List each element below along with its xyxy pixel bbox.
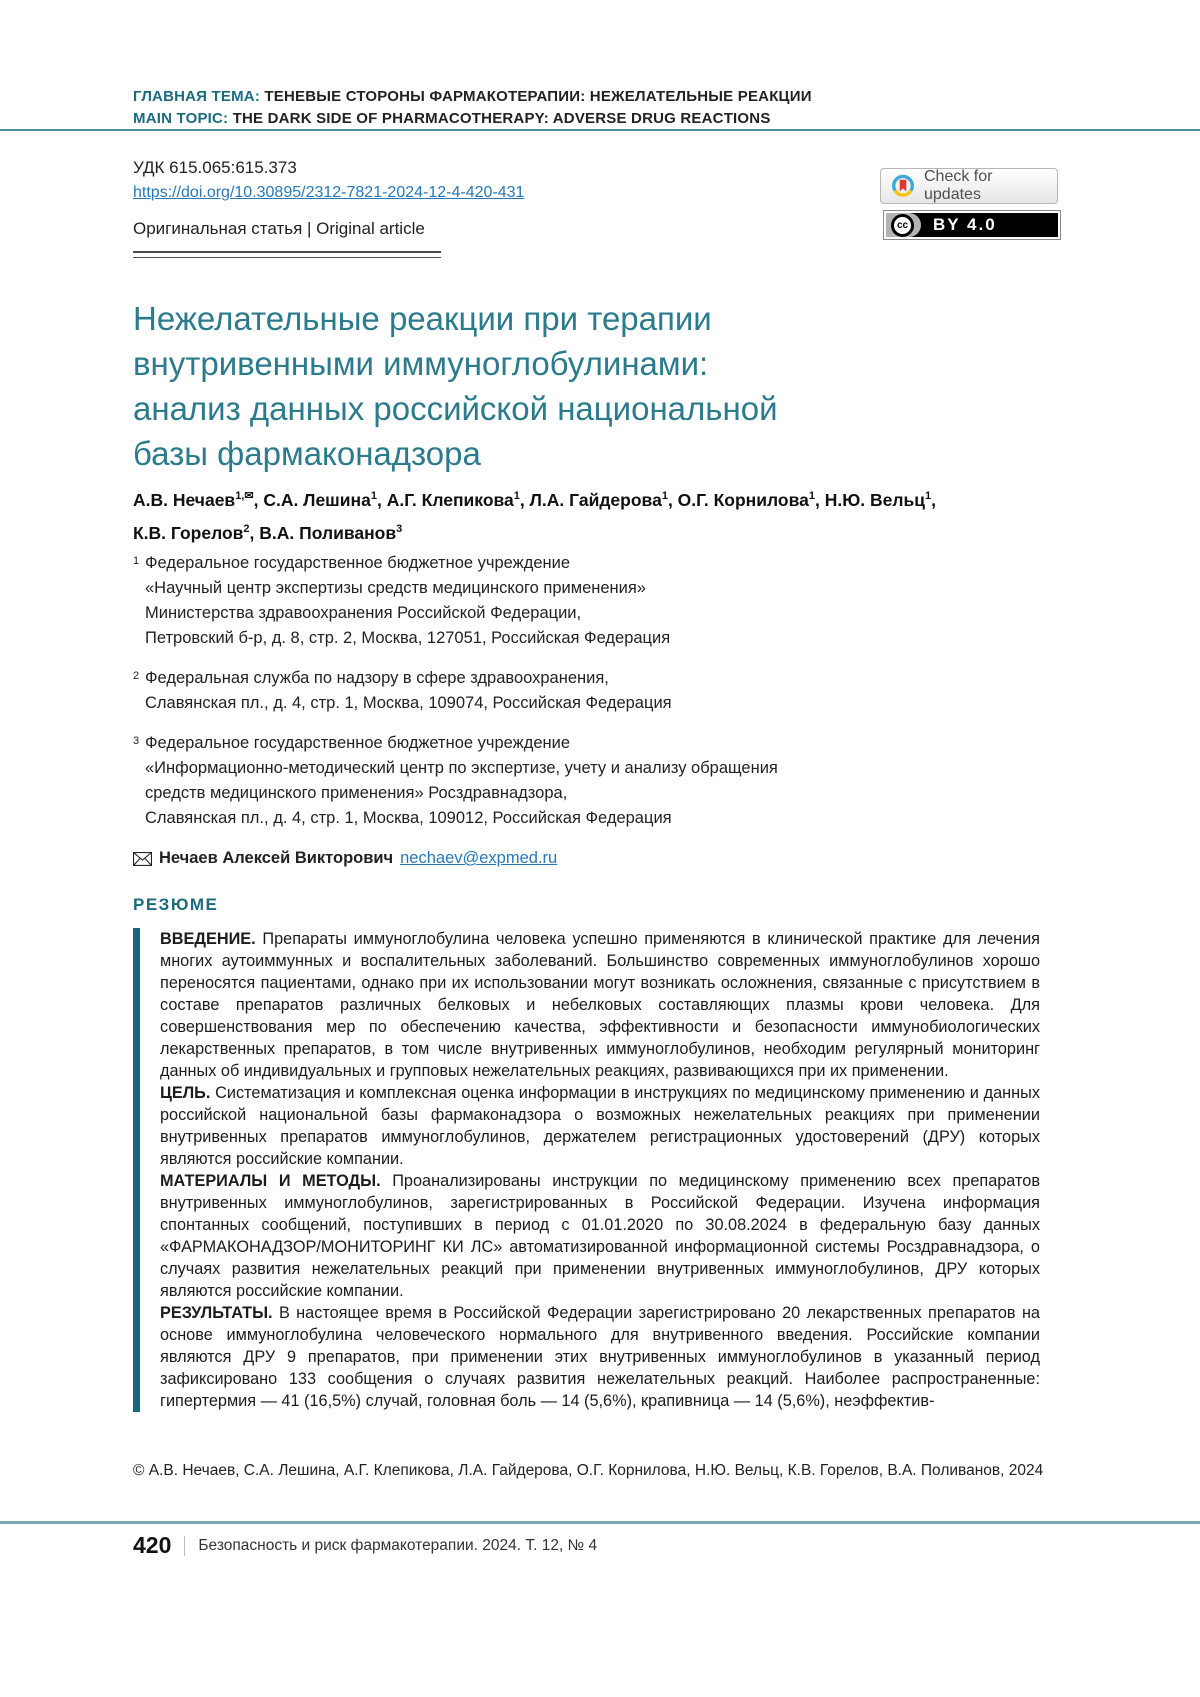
corresponding-author-email[interactable]: nechaev@expmed.ru <box>400 849 558 867</box>
footer-divider <box>0 1521 1200 1524</box>
footer-separator <box>184 1536 185 1556</box>
affiliation-1: 1 Федеральное государственное бюджетное учреждение «Научный центр экспертизы средств медицинского применения» Министерства здравоохранения Российской Федерации, Петровский б-р, д. 8, стр. 2, Москва, 127051, Российская Федерация <box>133 551 1063 651</box>
header-divider <box>0 129 1200 131</box>
authors-line-2 <box>133 515 1063 548</box>
author: С.А. Лешина$^1$, <box>263 489 387 510</box>
abstract-heading: РЕЗЮМЕ <box>133 895 219 914</box>
main-topic-ru <box>133 86 812 108</box>
article-type-label: Оригинальная статья | Original article <box>133 219 425 238</box>
cc-icon: cc <box>891 214 914 237</box>
abstract <box>133 928 1040 1412</box>
abstract-section-aim: ЦЕЛЬ. Систематизация и комплексная оценка информации в инструкциях по медицинскому применению и данных российской национальной базы фармаконадзора о возможных нежелательных реакциях при применении внутривенных препаратов иммуноглобулинов, держателем регистрационных удостоверений (ДРУ) которых являются российские компании. <box>160 1084 1040 1168</box>
author: А.В. Нечаев$^{1,✉}$, <box>133 489 264 510</box>
envelope-icon <box>133 852 152 866</box>
abstract-section-introduction: ВВЕДЕНИЕ. Препараты иммуноглобулина человека успешно применяются в клинической практике для лечения многих аутоиммунных и воспалительных заболеваний. Большинство современных иммуноглобулинов хорошо переносятся пациентами, однако при их использовании могут возникать осложнения, связанные с присутствием в составе препаратов различных белковых и небелковых составляющих плазмы крови человека. Для совершенствования мер по обеспечению качества, эффективности и безопасности иммунобиологических лекарственных препаратов, в том числе внутривенных иммуноглобулинов, необходим регулярный мониторинг данных об индивидуальных и групповых нежелательных реакциях, развивающихся при их применении. <box>160 930 1040 1080</box>
article-title-line: внутривенными иммуноглобулинами: <box>133 345 709 382</box>
corresponding-author-name: Нечаев Алексей Викторович <box>159 849 394 867</box>
cc-icon-wrap <box>886 213 921 237</box>
check-for-updates-button[interactable] <box>880 168 1058 204</box>
authors-line-1 <box>133 482 1063 515</box>
article-title-line: анализ данных российской национальной <box>133 390 778 427</box>
abstract-text <box>160 928 1040 1412</box>
footer <box>133 1532 597 1559</box>
udc-code: УДК 615.065:615.373 <box>133 158 297 177</box>
main-topic-en <box>133 108 812 130</box>
author: А.Г. Клепикова$^1$, <box>386 489 530 510</box>
abstract-accent-bar <box>133 928 140 1412</box>
article-title-line: базы фармаконадзора <box>133 435 481 472</box>
main-topic-en-text: THE DARK SIDE OF PHARMACOTHERAPY: ADVERSE DRUG REACTIONS <box>228 110 771 127</box>
journal-reference: Безопасность и риск фармакотерапии. 2024. Т. 12, № 4 <box>198 1536 598 1554</box>
abstract-section-results: РЕЗУЛЬТАТЫ. В настоящее время в Российской Федерации зарегистрировано 20 лекарственных препаратов на основе иммуноглобулина человеческого нормального для внутривенного введения. Российские компании являются ДРУ 9 препаратов, при применении этих внутривенных иммуноглобулинов в указанный период зафиксировано 133 сообщения о случаях развития нежелательных реакций. Наиболее распространенные: гипертермия — 41 (16,5%) случай, головная боль — 14 (5,6%), крапивница — 14 (5,6%), неэффектив- <box>160 1304 1040 1410</box>
correspondence-row <box>133 849 557 868</box>
affiliation-marker: 2 <box>133 670 140 682</box>
affiliation-marker: 1 <box>133 555 140 567</box>
affiliation-2: 2 Федеральная служба по надзору в сфере здравоохранения, Славянская пл., д. 4, стр. 1, Москва, 109074, Российская Федерация <box>133 666 1063 716</box>
authors-list <box>133 482 1063 548</box>
affiliations <box>133 551 1063 846</box>
main-topic-ru-text: ТЕНЕВЫЕ СТОРОНЫ ФАРМАКОТЕРАПИИ: НЕЖЕЛАТЕЛЬНЫЕ РЕАКЦИИ <box>260 88 812 105</box>
author: В.А. Поливанов$^3$ <box>259 522 403 543</box>
cc-license-label: BY 4.0 <box>933 215 997 234</box>
check-for-updates-label: Check for updates <box>924 168 993 203</box>
author: О.Г. Корнилова$^1$, <box>677 489 825 510</box>
author: Н.Ю. Вельц$^1$, <box>824 489 936 510</box>
doi-link[interactable]: https://doi.org/10.30895/2312-7821-2024-12-4-420-431 <box>133 184 525 201</box>
crossmark-icon <box>891 174 915 198</box>
main-topic-en-label: MAIN TOPIC: <box>133 110 229 127</box>
article-title <box>133 296 778 476</box>
cc-license-badge[interactable] <box>884 211 1060 239</box>
doi-row <box>133 184 524 202</box>
copyright-line: © А.В. Нечаев, С.А. Лешина, А.Г. Клепикова, Л.А. Гайдерова, О.Г. Корнилова, Н.Ю. Вельц, К.В. Горелов, В.А. Поливанов, 2024 <box>133 1462 1044 1479</box>
affiliation-marker: 3 <box>133 735 140 747</box>
abstract-section-materials-methods: МАТЕРИАЛЫ И МЕТОДЫ. Проанализированы инструкции по медицинскому применению всех препаратов внутривенных иммуноглобулинов, зарегистрированных в Российской Федерации. Изучена информация спонтанных сообщений, поступивших в период с 01.01.2020 по 30.08.2024 в федеральную базу данных «ФАРМАКОНАДЗОР/МОНИТОРИНГ КИ ЛС» автоматизированной информационной системы Росздравнадзора, о случаях развития нежелательных реакций при применении внутривенных иммуноглобулинов, ДРУ которых являются российские компании. <box>160 1172 1040 1300</box>
page-number: 420 <box>133 1532 172 1558</box>
affiliation-3: 3 Федеральное государственное бюджетное учреждение «Информационно-методический центр по экспертизе, учету и анализу обращения средств медицинского применения» Росздравнадзора, Славянская пл., д. 4, стр. 1, Москва, 109012, Российская Федерация <box>133 731 1063 831</box>
article-type-underline <box>133 251 441 258</box>
main-topic-header <box>133 86 812 130</box>
main-topic-ru-label: ГЛАВНАЯ ТЕМА: <box>133 88 261 105</box>
article-title-line: Нежелательные реакции при терапии <box>133 300 712 337</box>
author: К.В. Горелов$^2$, <box>133 522 260 543</box>
author: Л.А. Гайдерова$^1$, <box>529 489 678 510</box>
